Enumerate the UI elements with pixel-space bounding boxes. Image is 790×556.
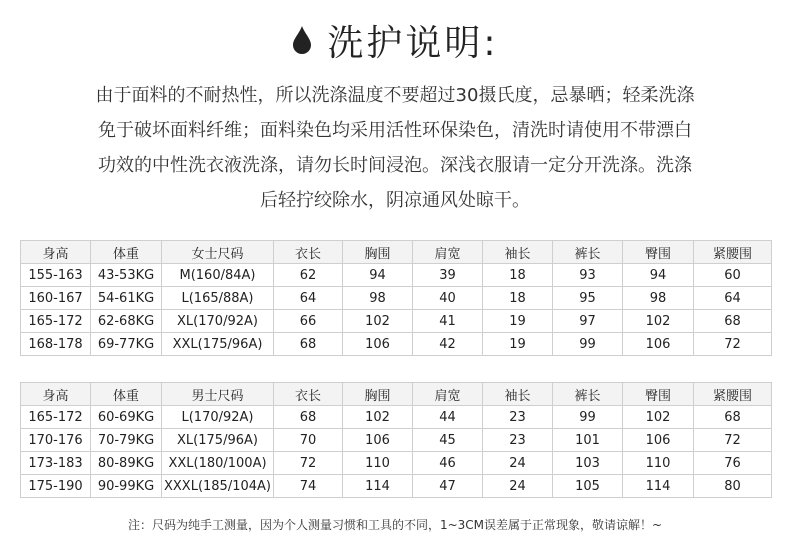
table-cell: 165-172 [21, 310, 91, 333]
column-header: 紧腰围 [694, 383, 772, 406]
table-cell: 23 [483, 429, 553, 452]
column-header: 肩宽 [413, 383, 483, 406]
care-line: 由于面料的不耐热性，所以洗涤温度不要超过30摄氏度，忌暴晒；轻柔洗涤 [95, 85, 695, 106]
table-row [21, 452, 772, 475]
table-cell: 42 [413, 333, 483, 356]
table-cell: 24 [483, 475, 553, 498]
table-cell: 101 [553, 429, 623, 452]
table-cell: 40 [413, 287, 483, 310]
table-cell: 70 [274, 429, 343, 452]
table-cell: 114 [623, 475, 694, 498]
page-title: 洗护说明: [327, 22, 499, 64]
table-cell: 165-172 [21, 406, 91, 429]
column-header: 体重 [91, 241, 162, 264]
table-cell: 43-53KG [91, 264, 162, 287]
table-cell: 24 [483, 452, 553, 475]
table-header-row [21, 241, 772, 264]
table-cell: 54-61KG [91, 287, 162, 310]
table-cell: 46 [413, 452, 483, 475]
table-cell: 94 [623, 264, 694, 287]
table-cell: 102 [343, 310, 413, 333]
column-header: 衣长 [274, 241, 343, 264]
table-cell: 76 [694, 452, 772, 475]
column-header: 袖长 [483, 383, 553, 406]
table-cell: 69-77KG [91, 333, 162, 356]
column-header: 衣长 [274, 383, 343, 406]
table-cell: 106 [623, 429, 694, 452]
table-cell: 99 [553, 333, 623, 356]
table-cell: 19 [483, 333, 553, 356]
table-cell: 90-99KG [91, 475, 162, 498]
table-cell: 110 [343, 452, 413, 475]
table-cell: XXL(180/100A) [162, 452, 274, 475]
table-row [21, 406, 772, 429]
table-cell: 95 [553, 287, 623, 310]
column-header: 女士尺码 [162, 241, 274, 264]
table-cell: 41 [413, 310, 483, 333]
care-line: 后轻拧绞除水，阴凉通风处晾干。 [260, 190, 530, 211]
table-cell: 70-79KG [91, 429, 162, 452]
table-cell: 99 [553, 406, 623, 429]
table-cell: 47 [413, 475, 483, 498]
table-cell: 68 [694, 406, 772, 429]
table-cell: L(165/88A) [162, 287, 274, 310]
table-cell: 106 [343, 333, 413, 356]
table-cell: 39 [413, 264, 483, 287]
column-header: 臀围 [623, 383, 694, 406]
column-header: 身高 [21, 241, 91, 264]
column-header: 身高 [21, 383, 91, 406]
table-cell: 98 [343, 287, 413, 310]
care-line: 免于破坏面料纤维；面料染色均采用活性环保染色，清洗时请使用不带漂白 [98, 120, 692, 141]
table-row [21, 429, 772, 452]
table-cell: 64 [694, 287, 772, 310]
table-cell: 68 [274, 406, 343, 429]
table-cell: 64 [274, 287, 343, 310]
column-header: 男士尺码 [162, 383, 274, 406]
table-cell: 72 [274, 452, 343, 475]
table-cell: 23 [483, 406, 553, 429]
column-header: 体重 [91, 383, 162, 406]
measurement-note: 注：尺码为纯手工测量，因为个人测量习惯和工具的不同，1~3CM误差属于正常现象，敬请谅解！~ [127, 518, 663, 532]
column-header: 肩宽 [413, 241, 483, 264]
men-size-table [20, 382, 772, 498]
table-cell: 105 [553, 475, 623, 498]
table-cell: 72 [694, 429, 772, 452]
column-header: 胸围 [343, 383, 413, 406]
women-size-table [20, 240, 772, 356]
table-cell: 106 [623, 333, 694, 356]
table-cell: 98 [623, 287, 694, 310]
table-cell: 168-178 [21, 333, 91, 356]
table-header-row [21, 383, 772, 406]
column-header: 臀围 [623, 241, 694, 264]
table-cell: 60-69KG [91, 406, 162, 429]
table-cell: 94 [343, 264, 413, 287]
table-row [21, 287, 772, 310]
column-header: 胸围 [343, 241, 413, 264]
column-header: 紧腰围 [694, 241, 772, 264]
care-line: 功效的中性洗衣液洗涤，请勿长时间浸泡。深浅衣服请一定分开洗涤。洗涤 [98, 155, 692, 176]
table-cell: L(170/92A) [162, 406, 274, 429]
table-cell: M(160/84A) [162, 264, 274, 287]
table-cell: 45 [413, 429, 483, 452]
table-cell: 114 [343, 475, 413, 498]
column-header: 裤长 [553, 383, 623, 406]
column-header: 袖长 [483, 241, 553, 264]
table-row [21, 264, 772, 287]
table-cell: XL(170/92A) [162, 310, 274, 333]
table-row [21, 310, 772, 333]
table-cell: 160-167 [21, 287, 91, 310]
table-cell: 62 [274, 264, 343, 287]
table-cell: 68 [694, 310, 772, 333]
table-cell: 72 [694, 333, 772, 356]
table-cell: 170-176 [21, 429, 91, 452]
table-row [21, 475, 772, 498]
table-cell: 93 [553, 264, 623, 287]
table-cell: 66 [274, 310, 343, 333]
water-drop-icon [291, 25, 313, 55]
table-cell: 175-190 [21, 475, 91, 498]
table-row [21, 333, 772, 356]
table-cell: 102 [343, 406, 413, 429]
table-cell: 102 [623, 406, 694, 429]
table-cell: 62-68KG [91, 310, 162, 333]
table-cell: 97 [553, 310, 623, 333]
page-title-row [0, 14, 790, 66]
table-cell: 102 [623, 310, 694, 333]
table-cell: 80-89KG [91, 452, 162, 475]
table-cell: 74 [274, 475, 343, 498]
table-cell: 80 [694, 475, 772, 498]
table-cell: 44 [413, 406, 483, 429]
table-cell: 68 [274, 333, 343, 356]
table-cell: 18 [483, 287, 553, 310]
table-cell: XL(175/96A) [162, 429, 274, 452]
care-instructions [70, 78, 720, 218]
table-cell: XXL(175/96A) [162, 333, 274, 356]
column-header: 裤长 [553, 241, 623, 264]
table-cell: 106 [343, 429, 413, 452]
table-cell: 103 [553, 452, 623, 475]
table-cell: 19 [483, 310, 553, 333]
table-cell: 155-163 [21, 264, 91, 287]
table-cell: 18 [483, 264, 553, 287]
table-cell: 60 [694, 264, 772, 287]
table-cell: 173-183 [21, 452, 91, 475]
table-cell: XXXL(185/104A) [162, 475, 274, 498]
table-cell: 110 [623, 452, 694, 475]
